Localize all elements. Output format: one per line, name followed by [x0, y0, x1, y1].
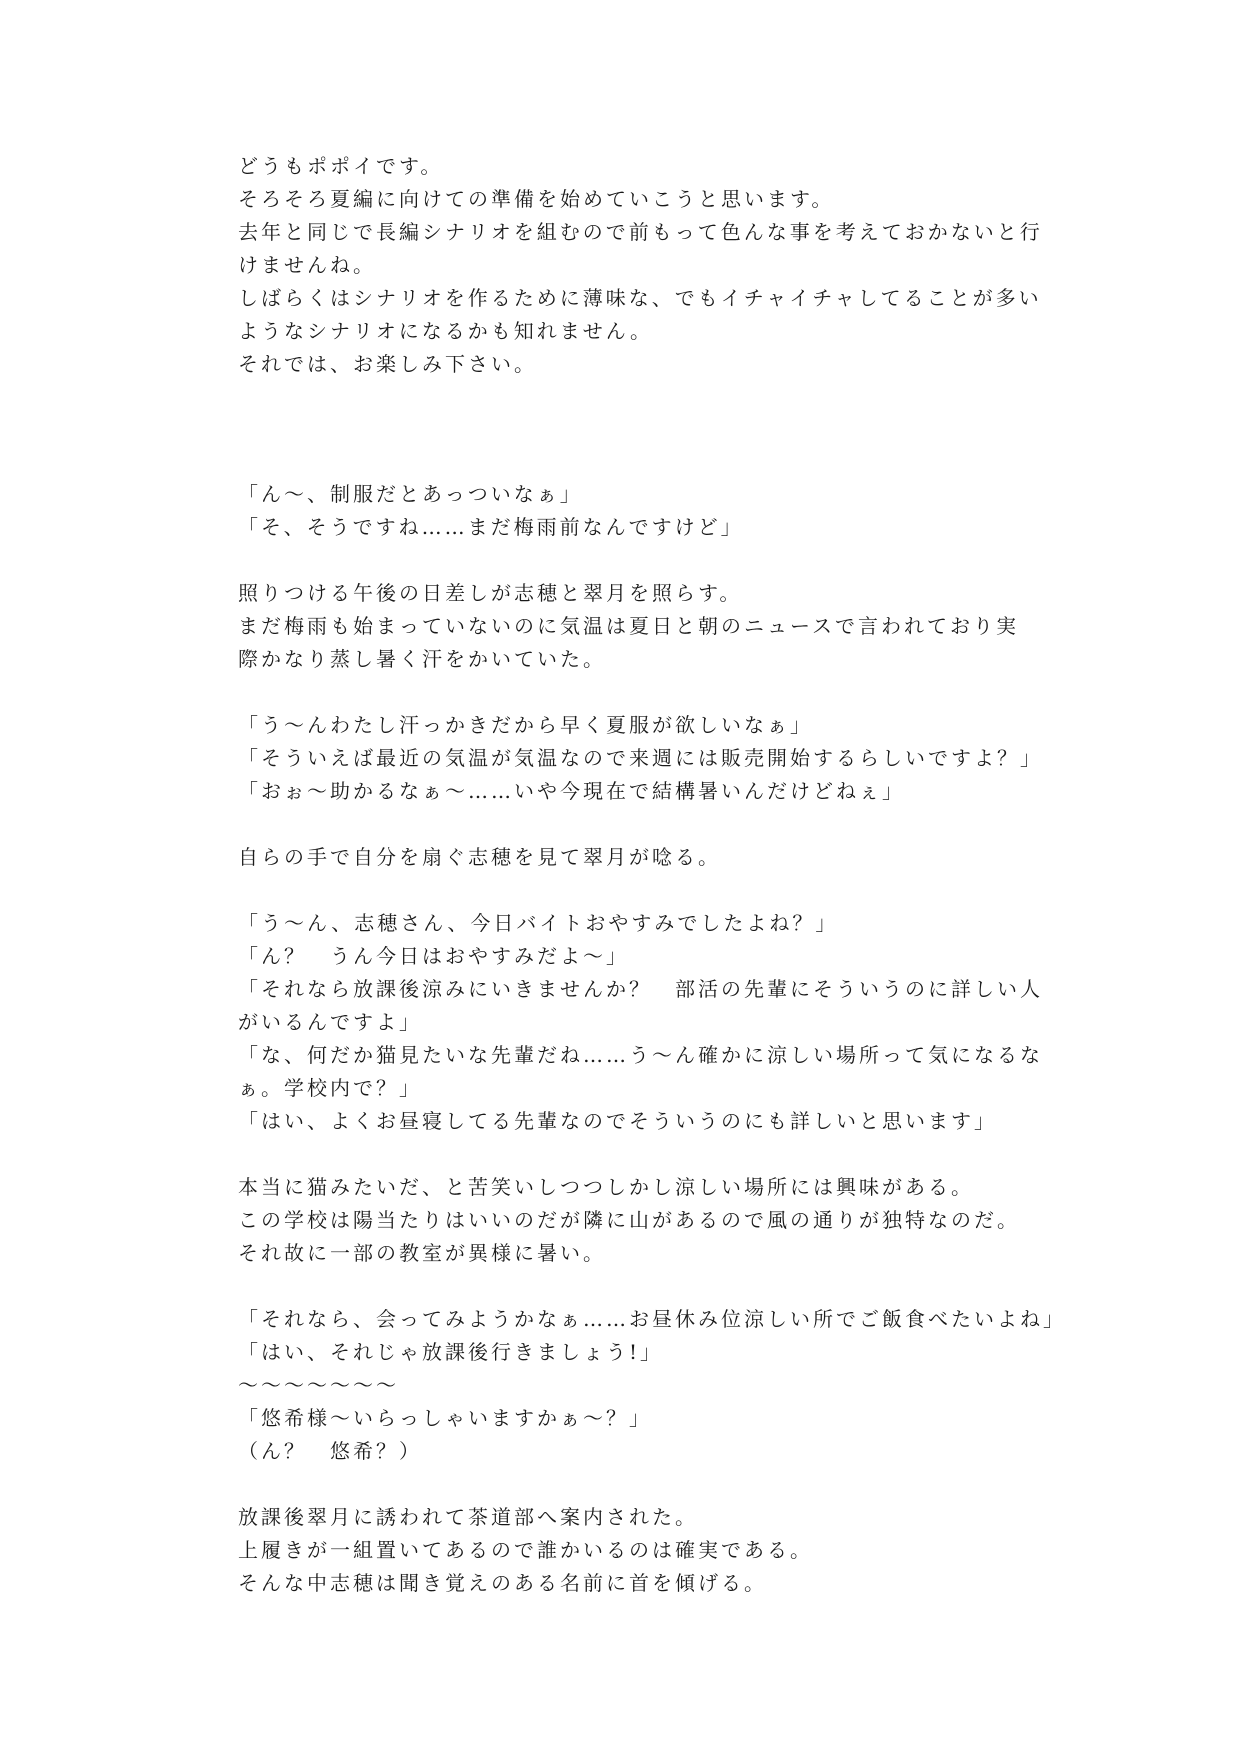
story-line: 「う～ん、志穂さん、今日バイトおやすみでしたよね？」 — [238, 911, 839, 935]
story-line: 本当に猫みたいだ、と苦笑いしつつしかし涼しい場所には興味がある。 — [238, 1175, 974, 1199]
story-line: ぁ。学校内で？」 — [238, 1076, 422, 1100]
intro-line: けませんね。 — [238, 253, 376, 277]
blank-line — [238, 544, 1018, 577]
story-line: 際かなり蒸し暑く汗をかいていた。 — [238, 647, 606, 671]
story-line: そんな中志穂は聞き覚えのある名前に首を傾げる。 — [238, 1571, 767, 1595]
blank-line — [238, 808, 1018, 841]
story-line: 「はい、よくお昼寝してる先輩なのでそういうのにも詳しいと思います」 — [238, 1109, 997, 1133]
story-line: 「悠希様～いらっしゃいますかぁ～？」 — [238, 1406, 652, 1430]
story-line: 「おぉ～助かるなぁ～……いや今現在で結構暑いんだけどねぇ」 — [238, 779, 905, 803]
story-line: 自らの手で自分を扇ぐ志穂を見て翠月が唸る。 — [238, 845, 721, 869]
intro-line: そろそろ夏編に向けての準備を始めていこうと思います。 — [238, 187, 835, 211]
story-line: それ故に一部の教室が異様に暑い。 — [238, 1241, 606, 1265]
blank-line — [238, 1468, 1018, 1501]
author-note — [238, 150, 1043, 381]
story-line: まだ梅雨も始まっていないのに気温は夏日と朝のニュースで言われており実 — [238, 614, 1019, 638]
story-line: 「ん～、制服だとあっついなぁ」 — [238, 482, 583, 506]
intro-line: 去年と同じで長編シナリオを組むので前もって色んな事を考えておかないと行 — [238, 220, 1043, 244]
story-line: 「それなら放課後涼みにいきませんか？ 部活の先輩にそういうのに詳しい人 — [238, 977, 1043, 1001]
story-line: 上履きが一組置いてあるので誰かいるのは確実である。 — [238, 1538, 813, 1562]
story-line: 放課後翠月に誘われて茶道部へ案内された。 — [238, 1505, 698, 1529]
blank-line — [238, 676, 1018, 709]
story-line: 「う～んわたし汗っかきだから早く夏服が欲しいなぁ」 — [238, 713, 813, 737]
intro-line: ようなシナリオになるかも知れません。 — [238, 319, 653, 343]
intro-line: しばらくはシナリオを作るために薄味な、でもイチャイチャしてることが多い — [238, 286, 1042, 310]
story-body — [238, 478, 1066, 1600]
story-line: 「はい、それじゃ放課後行きましょう!」 — [238, 1340, 664, 1364]
blank-line — [238, 1138, 1018, 1171]
story-line: 照りつける午後の日差しが志穂と翠月を照らす。 — [238, 581, 743, 605]
story-line: 「そういえば最近の気温が気温なので来週には販売開始するらしいですよ？」 — [238, 746, 1043, 770]
story-line: 「ん？ うん今日はおやすみだよ～」 — [238, 944, 629, 968]
blank-line — [238, 874, 1018, 907]
story-line: ～～～～～～～ — [238, 1373, 399, 1397]
story-line: 「な、何だか猫見たいな先輩だね……う～ん確かに涼しい場所って気になるな — [238, 1043, 1043, 1067]
story-line: がいるんですよ」 — [238, 1010, 422, 1034]
story-line: 「そ、そうですね……まだ梅雨前なんですけど」 — [238, 515, 744, 539]
intro-line: それでは、お楽しみ下さい。 — [238, 352, 537, 376]
story-line: 「それなら、会ってみようかなぁ……お昼休み位涼しい所でご飯食べたいよね」 — [238, 1307, 1066, 1331]
story-line: （ん？ 悠希？） — [238, 1439, 422, 1463]
blank-line — [238, 1270, 1018, 1303]
intro-line: どうもポポイです。 — [238, 154, 444, 178]
story-line: この学校は陽当たりはいいのだが隣に山があるので風の通りが独特なのだ。 — [238, 1208, 1020, 1232]
